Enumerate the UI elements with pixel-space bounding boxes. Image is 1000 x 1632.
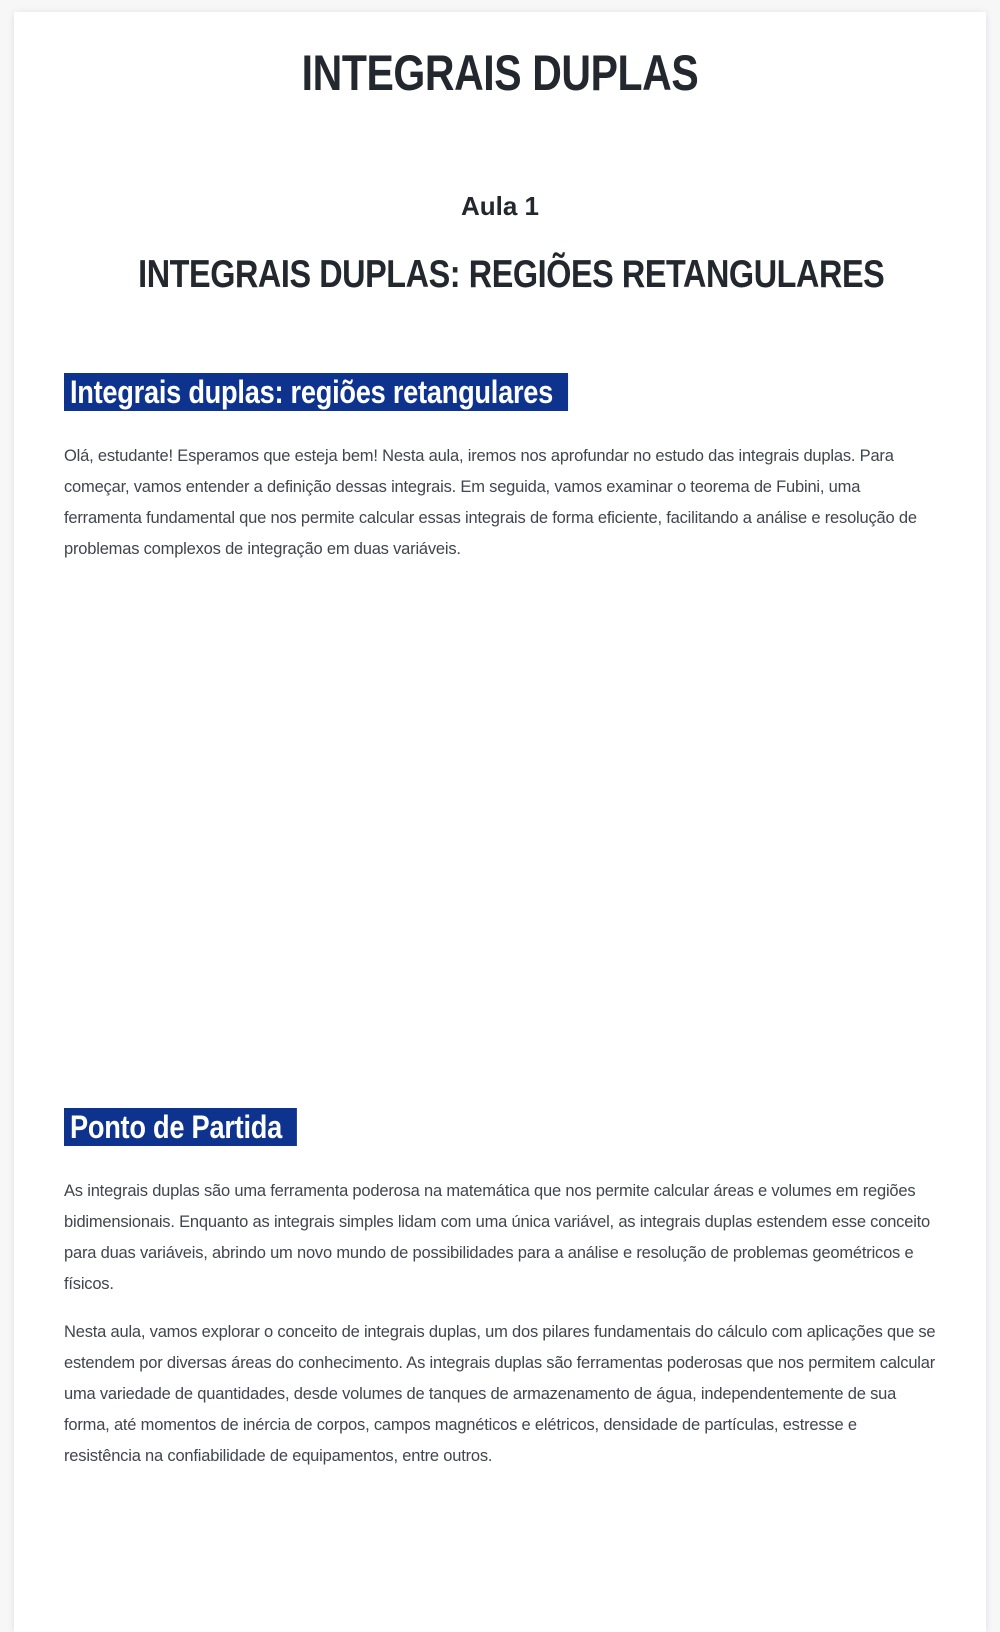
- lesson-title: INTEGRAIS DUPLAS: REGIÕES RETANGULARES: [138, 253, 885, 296]
- lesson-number: Aula 1: [460, 191, 540, 221]
- section-heading-row: [64, 373, 936, 411]
- section-heading-row: [64, 1108, 936, 1146]
- content-paragraph: Nesta aula, vamos explorar o conceito de integrais duplas, um dos pilares fundamentais do cálculo com aplicações que se estendem por diversas áreas do conhecimento. As integrais duplas são ferramentas poderosas que nos permitem calcular uma variedade de quantidades, desde volumes de tanques de armazenamento de água, independentemente de sua forma, até momentos de inércia de corpos, campos magnéticos e elétricos, densidade de partículas, estresse e resistência na confiabilidade de equipamentos, entre outros.: [64, 1323, 936, 1465]
- section-integrais-duplas: [64, 373, 936, 1078]
- section-heading-highlight: Ponto de Partida: [64, 1108, 297, 1146]
- intro-paragraph: Olá, estudante! Esperamos que esteja bem! Nesta aula, iremos nos aprofundar no estudo das integrais duplas. Para começar, vamos entender a definição dessas integrais. Em seguida, vamos examinar o teorema de Fubini, uma ferramenta fundamental que nos permite calcular essas integrais de forma eficiente, facilitando a análise e resolução de problemas complexos de integração em duas variáveis.: [64, 447, 917, 558]
- media-embed-placeholder: [64, 582, 936, 1078]
- content-paragraph: As integrais duplas são uma ferramenta poderosa na matemática que nos permite calcular áreas e volumes em regiões bidimensionais. Enquanto as integrais simples lidam com uma única variável, as integrais duplas estendem esse conceito para duas variáveis, abrindo um novo mundo de possibilidades para a análise e resolução de problemas geométricos e físicos.: [64, 1182, 931, 1293]
- section-heading-highlight: Integrais duplas: regiões retangulares: [64, 373, 568, 411]
- page-title: INTEGRAIS DUPLAS: [301, 45, 699, 101]
- content-card: [14, 12, 986, 1632]
- section-ponto-de-partida: [64, 1108, 936, 1472]
